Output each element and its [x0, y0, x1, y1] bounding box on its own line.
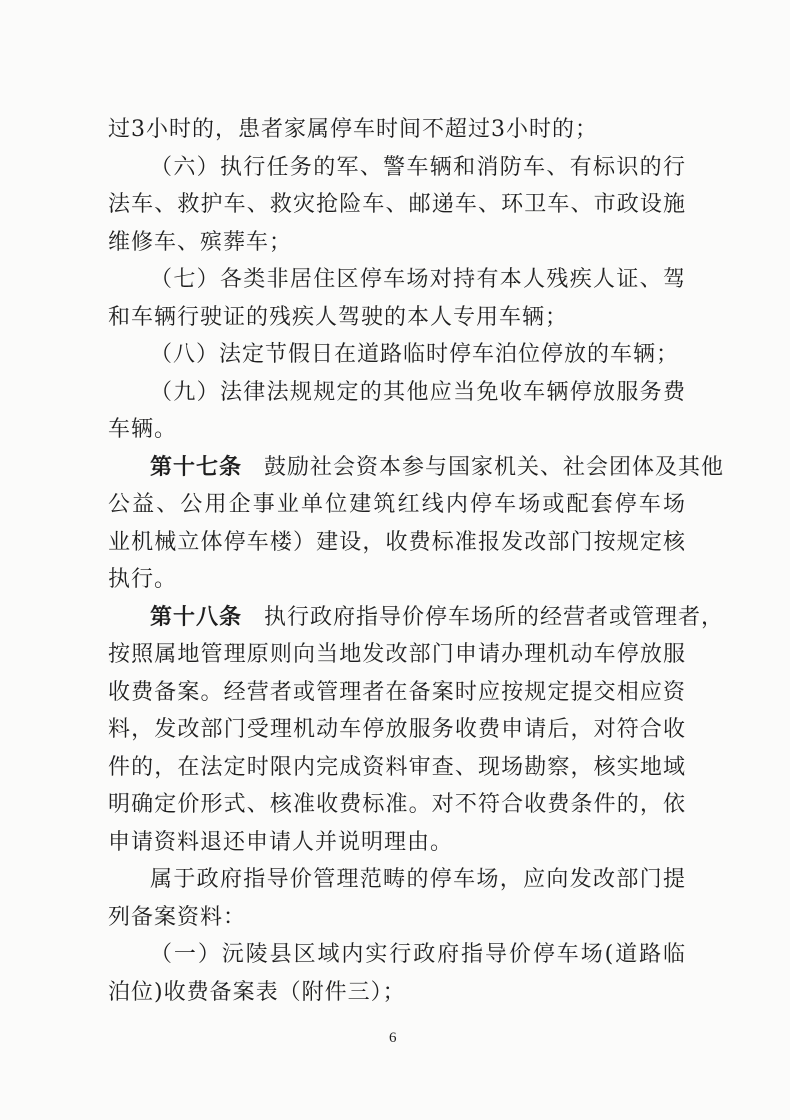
- text-line: 执行。: [108, 567, 178, 592]
- text-line: 按照属地管理原则向当地发改部门申请办理机动车停放服: [108, 642, 686, 667]
- article-17-line: [108, 449, 725, 487]
- article-heading: 第十八条: [150, 604, 243, 630]
- text-line: 明确定价形式、核准收费标准。对不符合收费条件的，依: [108, 792, 686, 817]
- text-line: （八）法定节假日在道路临时停车泊位停放的车辆；: [150, 342, 680, 367]
- text-line: 维修车、殡葬车；: [108, 229, 293, 255]
- text-line: 件的，在法定时限内完成资料审查、现场勘察，核实地域: [108, 754, 686, 780]
- text-line: （六）执行任务的军、警车辆和消防车、有标识的行: [150, 154, 686, 180]
- text-line: 泊位)收费备案表（附件三）；: [108, 979, 406, 1005]
- text-line: 车辆。: [108, 417, 178, 442]
- text-line: 列备案资料：: [108, 904, 247, 930]
- text-line: （一）沅陵县区域内实行政府指导价停车场(道路临: [150, 942, 686, 967]
- article-heading: 第十七条: [150, 454, 243, 480]
- text-line: 公益、公用企事业单位建筑红线内停车场或配套停车场: [108, 492, 686, 517]
- article-text: 执行政府指导价停车场所的经营者或管理者，: [264, 604, 725, 630]
- text-line: 过3小时的，患者家属停车时间不超过3小时的；: [108, 117, 598, 142]
- text-line: （七）各类非居住区停车场对持有本人残疾人证、驾: [150, 267, 686, 292]
- text-line: 和车辆行驶证的残疾人驾驶的本人专用车辆；: [108, 304, 569, 330]
- text-line: 属于政府指导价管理范畴的停车场，应向发改部门提: [150, 867, 686, 892]
- text-line: 业机械立体停车楼）建设，收费标准报发改部门按规定核: [108, 529, 686, 555]
- article-text: 鼓励社会资本参与国家机关、社会团体及其他: [264, 454, 725, 480]
- text-line: 收费备案。经营者或管理者在备案时应按规定提交相应资: [108, 679, 686, 705]
- page-number: 6: [389, 1030, 397, 1046]
- text-line: 料，发改部门受理机动车停放服务收费申请后，对符合收: [108, 717, 686, 742]
- text-line: 法车、救护车、救灾抢险车、邮递车、环卫车、市政设施: [108, 192, 686, 217]
- text-line: 申请资料退还申请人并说明理由。: [108, 829, 454, 855]
- text-line: （九）法律法规规定的其他应当免收车辆停放服务费: [150, 379, 686, 405]
- article-18-line: [108, 599, 725, 637]
- body-text: [108, 111, 725, 1011]
